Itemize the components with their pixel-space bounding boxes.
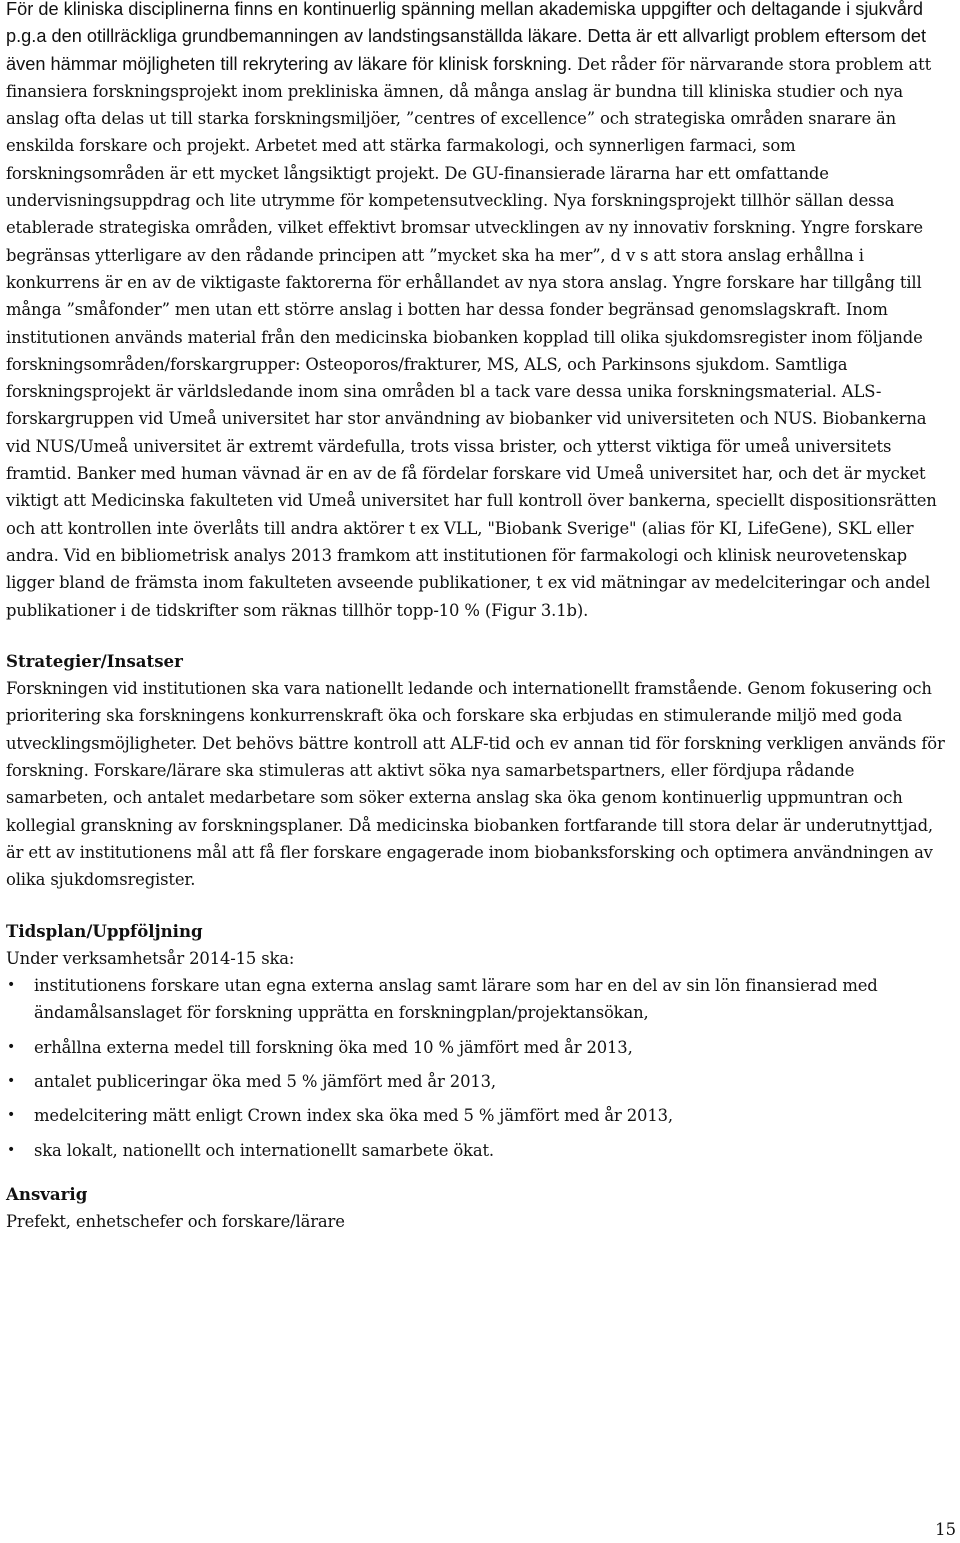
list-item-text: erhållna externa medel till forskning öka med 10 % jämfört med år 2013, <box>34 1037 633 1057</box>
responsible-heading: Ansvarig <box>6 1183 88 1204</box>
bullet-icon: • <box>7 1141 16 1158</box>
list-item-text: ska lokalt, nationellt och internationellt samarbete ökat. <box>34 1140 494 1160</box>
list-item <box>6 972 954 1027</box>
intro-serif-text: Det råder för närvarande stora problem att finansiera forskningsprojekt inom prekliniska ämnen, då många anslag är bundna till kliniska studier och nya anslag ofta delas ut till starka forskningsmiljöer, ”centres of excellence” och strategiska områden snarare än enskilda forskare och projekt. Arbetet med att stärka farmakologi, och synnerligen farmaci, som forskningsområden är ett mycket långsiktigt projekt. De GU-finansierade lärarna har ett omfattande undervisningsuppdrag och lite utrymme för kompetensutveckling. Nya forskningsprojekt tillhör sällan dessa etablerade strategiska områden, vilket effektivt bromsar utvecklingen av ny innovativ forskning. Yngre forskare begränsas ytterligare av den rådande principen att ”mycket ska ha mer”, d v s att stora anslag erhållna i konkurrens är en av de viktigaste faktorerna för erhållandet av nya stora anslag. Yngre forskare har tillgång till många ”småfonder” men utan ett större anslag i botten har dessa fonder begränsad genomslagskraft. Inom institutionen används material från den medicinska biobanken kopplad till olika sjukdomsregister inom följande forskningsområden/forskargrupper: Osteoporos/frakturer, MS, ALS, och Parkinsons sjukdom. Samtliga forskningsprojekt är världsledande inom sina områden bl a tack vare dessa unika forskningsmaterial. ALS-forskargruppen vid Umeå universitet har stor användning av biobanker vid universiteten och NUS. Biobankerna vid NUS/Umeå universitet är extremt värdefulla, trots vissa brister, och ytterst viktiga för umeå universitets framtid. Banker med human vävnad är en av de få fördelar forskare vid Umeå universitet har, och det är mycket viktigt att Medicinska fakulteten vid Umeå universitet har full kontroll över bankerna, speciellt dispositionsrätten och att kontrollen inte överlåts till andra aktörer t ex VLL, "Biobank Sverige" (alias för KI, LifeGene), SKL eller andra. Vid en bibliometrisk analys 2013 framkom att institutionen för farmakologi och klinisk neurovetenskap ligger bland de främsta inom fakulteten avseende publikationer, t ex vid mätningar av medelciteringar och andel publikationer i de tidskrifter som räknas tillhör topp-10 % (Figur 3.1b). <box>6 54 937 620</box>
bullet-icon: • <box>7 1038 16 1055</box>
strategies-heading: Strategier/Insatser <box>6 650 183 671</box>
bullet-icon: • <box>7 977 16 994</box>
page-number: 15 <box>935 1520 956 1539</box>
timeline-intro: Under verksamhetsår 2014-15 ska: <box>6 948 295 968</box>
responsible-text: Prefekt, enhetschefer och forskare/lärare <box>6 1212 345 1232</box>
list-item-text: institutionens forskare utan egna externa anslag samt lärare som har en del av sin lön finansierad med ändamålsanslaget för forskning upprätta en forskningplan/projektansökan, <box>34 976 878 1023</box>
list-item <box>6 1102 954 1129</box>
strategies-text: Forskningen vid institutionen ska vara nationellt ledande och internationellt framstående. Genom fokusering och prioritering ska forskningens konkurrenskraft öka och forskare ska erbjudas en stimulerande miljö med goda utvecklingsmöjligheter. Det behövs bättre kontroll att ALF-tid och ev annan tid för forskning verkligen används för forskning. Forskare/lärare ska stimuleras att aktivt söka nya samarbetspartners, eller fördjupa rådande samarbeten, och antalet medarbetare som söker externa anslag ska öka genom kontinuerlig uppmuntran och kollegial granskning av forskningsplaner. Då medicinska biobanken fortfarande till stora delar är underutnyttjad, är ett av institutionens mål att få fler forskare engagerade inom biobanksforsking och optimera användningen av olika sjukdomsregister. <box>6 679 945 890</box>
list-item-text: medelcitering mätt enligt Crown index ska öka med 5 % jämfört med år 2013, <box>34 1106 673 1126</box>
list-item <box>6 1034 954 1061</box>
list-item <box>6 1137 954 1164</box>
body-paragraph <box>6 0 954 624</box>
timeline-list <box>6 972 954 1164</box>
document-page <box>6 0 954 1235</box>
intro-sans-text: För de kliniska disciplinerna finns en kontinuerlig spänning mellan akademiska uppgifter och deltagande i sjukvård p.g.a den otillräckliga grundbemanningen av landstingsanställda läkare. Detta är ett allvarligt problem eftersom det även hämmar möjligheten till rekrytering av läkare för klinisk forskning. <box>6 0 927 74</box>
list-item-text: antalet publiceringar öka med 5 % jämfört med år 2013, <box>34 1071 496 1091</box>
list-item <box>6 1068 954 1095</box>
timeline-heading: Tidsplan/Uppföljning <box>6 920 203 941</box>
bullet-icon: • <box>7 1107 16 1124</box>
bullet-icon: • <box>7 1072 16 1089</box>
